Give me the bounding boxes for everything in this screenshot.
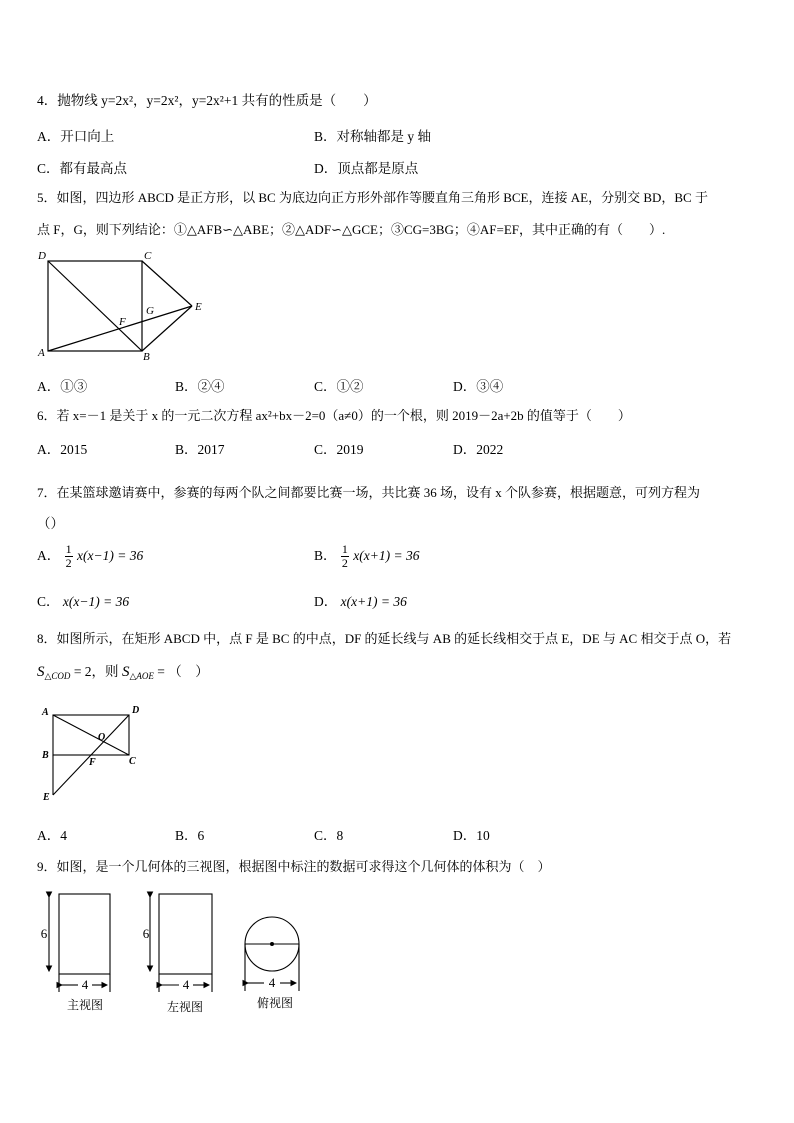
q5-option-a: A．①③ — [37, 379, 88, 394]
q9-side-view-caption: 左视图 — [166, 1000, 204, 1014]
q7-option-d — [314, 590, 407, 610]
q7-option-b-fraction — [341, 543, 349, 570]
q5-label-b: B — [143, 351, 150, 363]
q8-area-symbol-1: S — [37, 664, 45, 680]
q4-option-a: A．开口向上 — [37, 129, 115, 144]
q7-option-a-label: A． — [37, 548, 61, 563]
q8-label-e: E — [43, 792, 50, 803]
q8-label-b: B — [42, 750, 49, 761]
q7-stem-line1: 7．在某篮球邀请赛中，参赛的每两个队之间都要比赛一场，共比赛 36 场，设有 x 个队参赛，根据题意，可列方程为 — [37, 485, 701, 500]
q9-figure — [30, 885, 320, 1015]
q5-option-d: D．③④ — [453, 379, 504, 394]
q8-area-sub-2: △AOE — [129, 671, 154, 681]
q9-top-view-caption: 俯视图 — [256, 996, 294, 1010]
q8-option-a: A．4 — [37, 828, 67, 843]
q8-diagonal-ac — [53, 715, 129, 755]
q7-option-a-numerator: 1 — [65, 542, 72, 557]
q9-side-view-rect — [159, 894, 212, 974]
q7-option-a-denominator: 2 — [65, 556, 72, 571]
q6-stem: 6．若 x=－1 是关于 x 的一元二次方程 ax²+bx－2=0（a≠0）的一个根，则 2019－2a+2b 的值等于（ ） — [37, 408, 631, 423]
q7-option-a-fraction — [65, 543, 73, 570]
q8-eq-2: = （ ） — [153, 664, 209, 679]
q8-area-sub-1: △COD — [44, 671, 71, 681]
q7-option-c — [37, 590, 129, 610]
q7-option-d-expr: x(x+1) = 36 — [340, 594, 407, 609]
q5-option-b: B．②④ — [175, 379, 225, 394]
q9-top-width-label: 4 — [268, 975, 276, 990]
q6-option-d: D．2022 — [453, 442, 504, 457]
q7-option-b — [314, 539, 419, 573]
q5-label-c: C — [144, 250, 152, 262]
q5-label-d: D — [38, 250, 46, 262]
q7-option-a-expr: x(x−1) = 36 — [77, 548, 144, 563]
q9-front-view-caption: 主视图 — [66, 998, 104, 1012]
q9-top-view-center — [270, 942, 274, 946]
q4-option-c: C．都有最高点 — [37, 161, 128, 176]
q8-label-f: F — [89, 757, 96, 768]
q8-label-d: D — [132, 705, 140, 716]
q8-label-c: C — [129, 756, 136, 767]
q6-option-b: B．2017 — [175, 442, 225, 457]
q8-label-o: O — [98, 732, 106, 743]
q9-side-width-label: 4 — [182, 977, 190, 992]
q6-option-a: A．2015 — [37, 442, 88, 457]
q8-eq-1: = 2，则 — [70, 664, 122, 679]
q7-option-b-expr: x(x+1) = 36 — [353, 548, 420, 563]
q5-label-g: G — [146, 305, 154, 317]
q4-stem: 4．抛物线 y=2x²，y=2x²，y=2x²+1 共有的性质是（ ） — [37, 93, 377, 108]
q8-option-c: C．8 — [314, 828, 344, 843]
q4-option-b: B．对称轴都是 y 轴 — [314, 129, 432, 144]
q4-option-d: D．顶点都是原点 — [314, 161, 419, 176]
q5-label-a: A — [38, 347, 45, 359]
q9-front-view-rect — [59, 894, 110, 974]
q9-front-height-label: 6 — [40, 926, 48, 941]
q8-stem-line2 — [37, 660, 209, 681]
q5-label-f: F — [119, 316, 126, 328]
q8-option-d: D．10 — [453, 828, 490, 843]
q7-option-a — [37, 539, 143, 573]
q5-option-c: C．①② — [314, 379, 364, 394]
q5-figure — [30, 245, 220, 363]
q7-option-c-expr: x(x−1) = 36 — [62, 594, 130, 609]
q7-option-b-label: B． — [314, 548, 337, 563]
q8-figure — [36, 700, 156, 808]
q5-diagonal-db — [48, 261, 142, 351]
q7-option-c-label: C． — [37, 594, 60, 609]
q8-label-a: A — [42, 707, 49, 718]
q7-stem-line2: （） — [37, 516, 64, 531]
q9-side-height-label: 6 — [142, 926, 150, 941]
q7-option-b-denominator: 2 — [341, 556, 348, 571]
q9-front-width-label: 4 — [81, 977, 89, 992]
q7-option-b-numerator: 1 — [341, 542, 348, 557]
q5-segment-ae — [48, 306, 192, 351]
q7-option-d-label: D． — [314, 594, 338, 609]
q5-stem-line1: 5．如图，四边形 ABCD 是正方形，以 BC 为底边向正方形外部作等腰直角三角形 BCE，连接 AE，分别交 BD，BC 于 — [37, 190, 708, 205]
q5-stem-line2: 点 F，G，则下列结论：①△AFB∽△ABE；②△ADF∽△GCE；③CG=3BG；④AF=EF，其中正确的有（ ）. — [37, 222, 666, 237]
q8-area-symbol-2: S — [121, 664, 130, 680]
q8-stem-line1: 8．如图所示，在矩形 ABCD 中，点 F 是 BC 的中点，DF 的延长线与 AB 的延长线相交于点 E，DE 与 AC 相交于点 O，若 — [37, 631, 732, 646]
q9-stem: 9．如图，是一个几何体的三视图，根据图中标注的数据可求得这个几何体的体积为（ ） — [37, 859, 551, 874]
q5-label-e: E — [195, 301, 202, 313]
q6-option-c: C．2019 — [314, 442, 364, 457]
q5-segment-ce — [142, 261, 192, 306]
q8-option-b: B．6 — [175, 828, 205, 843]
